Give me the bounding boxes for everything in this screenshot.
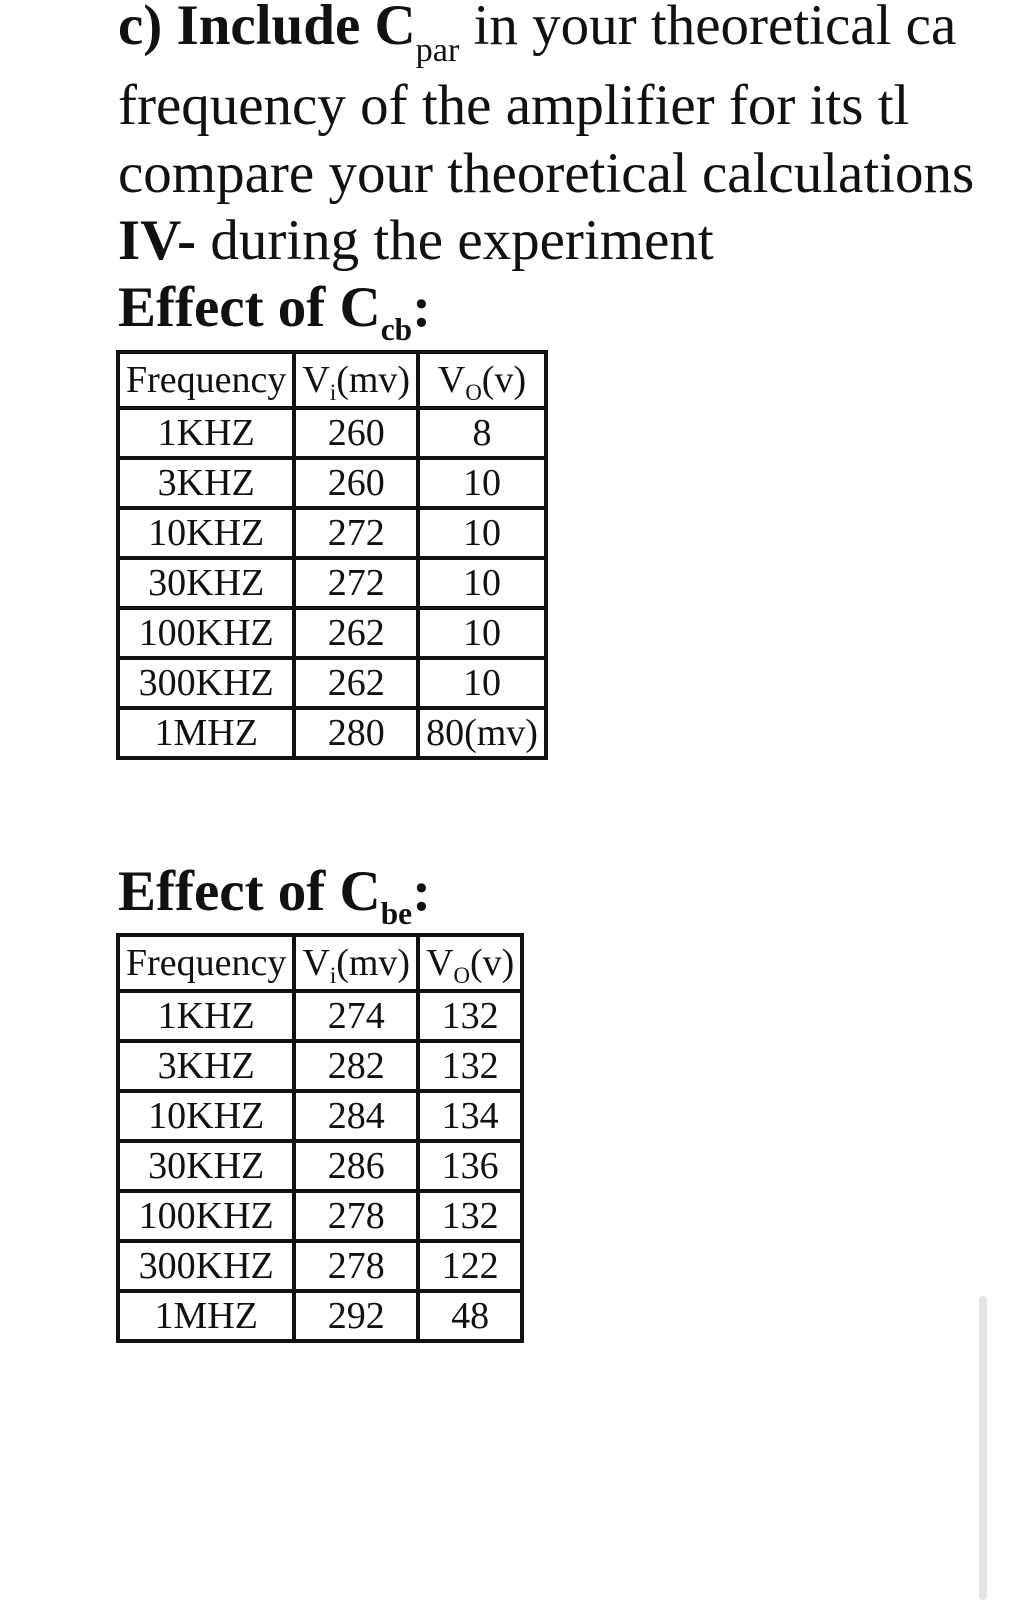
intro-line-4 bbox=[118, 209, 714, 273]
intro-line-2: frequency of the amplifier for its tl bbox=[118, 74, 910, 137]
cell-vo: 134 bbox=[418, 1091, 522, 1141]
cell-vi: 272 bbox=[294, 558, 418, 608]
header-vi bbox=[294, 935, 418, 991]
table-row bbox=[118, 658, 546, 708]
cell-vi: 262 bbox=[294, 608, 418, 658]
cell-vi: 278 bbox=[294, 1191, 418, 1241]
header-vi-subscript: i bbox=[329, 962, 337, 988]
cell-vo: 10 bbox=[418, 508, 546, 558]
cell-vi: 260 bbox=[294, 408, 418, 458]
cell-vi: 292 bbox=[294, 1291, 418, 1341]
section-heading-cb-text: Effect of C bbox=[118, 276, 381, 339]
cell-frequency: 30KHZ bbox=[118, 1141, 294, 1191]
table-row bbox=[118, 558, 546, 608]
intro-line-1-subscript: par bbox=[415, 32, 460, 70]
section-heading-be-subscript: be bbox=[380, 896, 413, 932]
cell-frequency: 3KHZ bbox=[118, 458, 294, 508]
header-vi-subscript: i bbox=[329, 379, 337, 405]
intro-line-4-label: IV- bbox=[118, 209, 197, 272]
cell-frequency: 30KHZ bbox=[118, 558, 294, 608]
header-vo-symbol: V bbox=[437, 359, 466, 401]
header-vi-symbol: V bbox=[302, 942, 330, 984]
cell-vi: 274 bbox=[294, 991, 418, 1041]
header-vo-unit: (v) bbox=[481, 359, 527, 401]
cell-vo: 10 bbox=[418, 558, 546, 608]
cell-vi: 278 bbox=[294, 1241, 418, 1291]
cell-vi: 262 bbox=[294, 658, 418, 708]
table-row bbox=[118, 608, 546, 658]
header-frequency: Frequency bbox=[118, 935, 294, 991]
cell-frequency: 100KHZ bbox=[118, 1191, 294, 1241]
header-vo bbox=[418, 352, 546, 408]
cell-vo: 10 bbox=[418, 458, 546, 508]
cell-vo: 8 bbox=[418, 408, 546, 458]
cell-frequency: 300KHZ bbox=[118, 658, 294, 708]
table-row bbox=[118, 1191, 522, 1241]
header-vo-subscript: O bbox=[465, 379, 482, 405]
cell-vo: 80(mv) bbox=[418, 708, 546, 758]
section-heading-be-text: Effect of C bbox=[118, 860, 381, 923]
intro-line-1 bbox=[118, 0, 957, 70]
table-row bbox=[118, 508, 546, 558]
header-frequency: Frequency bbox=[118, 352, 294, 408]
intro-line-1-prefix: c) Include C bbox=[118, 0, 416, 57]
cell-vo: 10 bbox=[418, 608, 546, 658]
cell-frequency: 1MHZ bbox=[118, 708, 294, 758]
section-heading-be bbox=[118, 860, 432, 932]
cell-vo: 136 bbox=[418, 1141, 522, 1191]
table-row bbox=[118, 1291, 522, 1341]
table-row bbox=[118, 991, 522, 1041]
cell-frequency: 10KHZ bbox=[118, 508, 294, 558]
intro-line-4-text: during the experiment bbox=[196, 209, 714, 272]
cell-vi: 282 bbox=[294, 1041, 418, 1091]
cell-vo: 132 bbox=[418, 1041, 522, 1091]
cell-vo: 48 bbox=[418, 1291, 522, 1341]
header-vi-unit: (mv) bbox=[336, 359, 411, 401]
section-heading-be-colon: : bbox=[412, 860, 432, 923]
table-row bbox=[118, 1091, 522, 1141]
cell-frequency: 100KHZ bbox=[118, 608, 294, 658]
table-row bbox=[118, 408, 546, 458]
cell-vo: 132 bbox=[418, 1191, 522, 1241]
header-vi-symbol: V bbox=[302, 359, 330, 401]
header-vo bbox=[418, 935, 522, 991]
cell-frequency: 300KHZ bbox=[118, 1241, 294, 1291]
cell-vi: 280 bbox=[294, 708, 418, 758]
cell-frequency: 3KHZ bbox=[118, 1041, 294, 1091]
header-vi-unit: (mv) bbox=[336, 942, 411, 984]
table-row bbox=[118, 708, 546, 758]
table-row bbox=[118, 458, 546, 508]
header-vo-symbol: V bbox=[426, 942, 454, 984]
cell-frequency: 1KHZ bbox=[118, 991, 294, 1041]
table-header-row bbox=[118, 352, 546, 408]
table-row bbox=[118, 1041, 522, 1091]
table-header-row bbox=[118, 935, 522, 991]
cell-vi: 286 bbox=[294, 1141, 418, 1191]
cell-frequency: 10KHZ bbox=[118, 1091, 294, 1141]
section-heading-cb-colon: : bbox=[412, 276, 432, 339]
cell-vi: 260 bbox=[294, 458, 418, 508]
section-heading-cb-subscript: cb bbox=[380, 312, 413, 348]
vertical-scrollbar[interactable] bbox=[979, 1296, 987, 1600]
cell-vi: 284 bbox=[294, 1091, 418, 1141]
cell-vi: 272 bbox=[294, 508, 418, 558]
cell-frequency: 1KHZ bbox=[118, 408, 294, 458]
header-vo-subscript: O bbox=[453, 962, 470, 988]
intro-line-3: compare your theoretical calculations bbox=[118, 142, 975, 205]
cell-vo: 132 bbox=[418, 991, 522, 1041]
cell-vo: 10 bbox=[418, 658, 546, 708]
header-vi bbox=[294, 352, 418, 408]
cell-vo: 122 bbox=[418, 1241, 522, 1291]
header-vo-unit: (v) bbox=[469, 942, 515, 984]
cell-frequency: 1MHZ bbox=[118, 1291, 294, 1341]
intro-line-1-text: in your theoretical ca bbox=[459, 0, 957, 57]
table-cb bbox=[116, 350, 548, 760]
section-heading-cb bbox=[118, 276, 432, 348]
table-row bbox=[118, 1141, 522, 1191]
table-row bbox=[118, 1241, 522, 1291]
table-be bbox=[116, 933, 524, 1343]
